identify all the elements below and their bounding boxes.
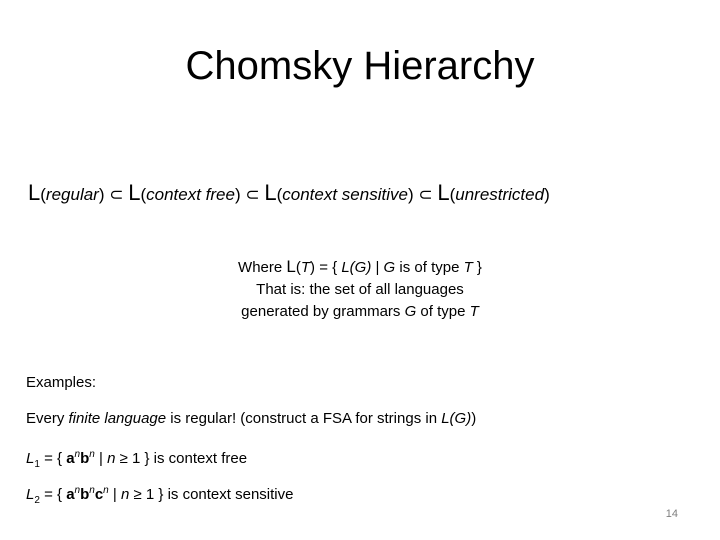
context-sensitive-label: context sensitive <box>282 185 408 204</box>
set-close: } <box>472 259 482 276</box>
lg-expr: L(G) <box>341 259 372 276</box>
symbol-b: b <box>80 450 90 467</box>
grammar-var: G <box>404 303 417 320</box>
symbol-a: a <box>66 450 75 467</box>
examples-heading: Examples: <box>26 374 97 391</box>
type-var: T <box>300 259 311 276</box>
subscript: 2 <box>34 495 40 506</box>
unrestricted-label: unrestricted <box>455 185 545 204</box>
is-context-free-text: is context free <box>149 450 248 467</box>
subset-symbol: ⊂ <box>245 185 260 204</box>
language-var: L <box>26 450 35 467</box>
exponent-n: n <box>89 485 95 496</box>
definition-block <box>0 256 720 323</box>
exponent-n: n <box>74 485 81 496</box>
where-prefix: Where <box>238 259 287 276</box>
subscript: 1 <box>34 459 40 470</box>
line3-prefix: generated by grammars <box>241 303 405 320</box>
page-number: 14 <box>665 508 678 520</box>
finite-suffix: is regular! (construct a FSA for strings in <box>166 410 442 427</box>
language-symbol: L <box>264 180 277 205</box>
set-bar: | <box>108 486 121 503</box>
subset-symbol: ⊂ <box>418 185 433 204</box>
is-context-sensitive-text: is context sensitive <box>163 486 294 503</box>
set-open: = { <box>39 450 67 467</box>
set-bar: | <box>371 259 384 276</box>
language-symbol: L <box>286 257 296 276</box>
example-anbncn <box>26 485 293 506</box>
symbol-a: a <box>66 486 75 503</box>
language-var: L <box>26 486 35 503</box>
line3-mid: of type <box>416 303 470 320</box>
example-anbn <box>26 449 247 470</box>
exponent-n: n <box>89 449 95 460</box>
grammar-var: G <box>383 259 396 276</box>
subset-symbol: ⊂ <box>109 185 124 204</box>
ge-one: ≥ 1 } <box>115 450 150 467</box>
slide-title: Chomsky Hierarchy <box>185 44 535 88</box>
set-bar: | <box>94 450 108 467</box>
definition-line-3 <box>0 301 720 323</box>
regular-label: regular <box>45 185 99 204</box>
symbol-c: c <box>94 486 104 503</box>
set-open: = { <box>39 486 67 503</box>
definition-line-1: Where L(T) = { L(G) | G is of type T } <box>238 257 482 276</box>
ge-one: ≥ 1 } <box>129 486 164 503</box>
language-symbol: L <box>128 180 141 205</box>
language-symbol: L <box>28 180 41 205</box>
exponent-n: n <box>74 449 81 460</box>
language-symbol: L <box>437 180 450 205</box>
set-open: = { <box>315 259 342 276</box>
lg-expr: L(G) <box>441 410 472 427</box>
context-free-label: context free <box>146 185 235 204</box>
is-of-type-text: is of type <box>395 259 464 276</box>
n-var: n <box>107 450 116 467</box>
finite-prefix: Every <box>26 410 69 427</box>
type-var: T <box>469 303 479 320</box>
hierarchy-line: L(regular) ⊂ L(context free) ⊂ L(context sensitive) ⊂ L(unrestricted) <box>28 180 550 205</box>
definition-line-2: That is: the set of all languages <box>256 281 464 298</box>
finite-language-term: finite language <box>68 410 167 427</box>
exponent-n: n <box>103 485 109 496</box>
type-var: T <box>463 259 473 276</box>
finite-close: ) <box>471 410 477 427</box>
example-finite-language <box>26 410 476 427</box>
n-var: n <box>120 486 130 503</box>
symbol-b: b <box>80 486 90 503</box>
